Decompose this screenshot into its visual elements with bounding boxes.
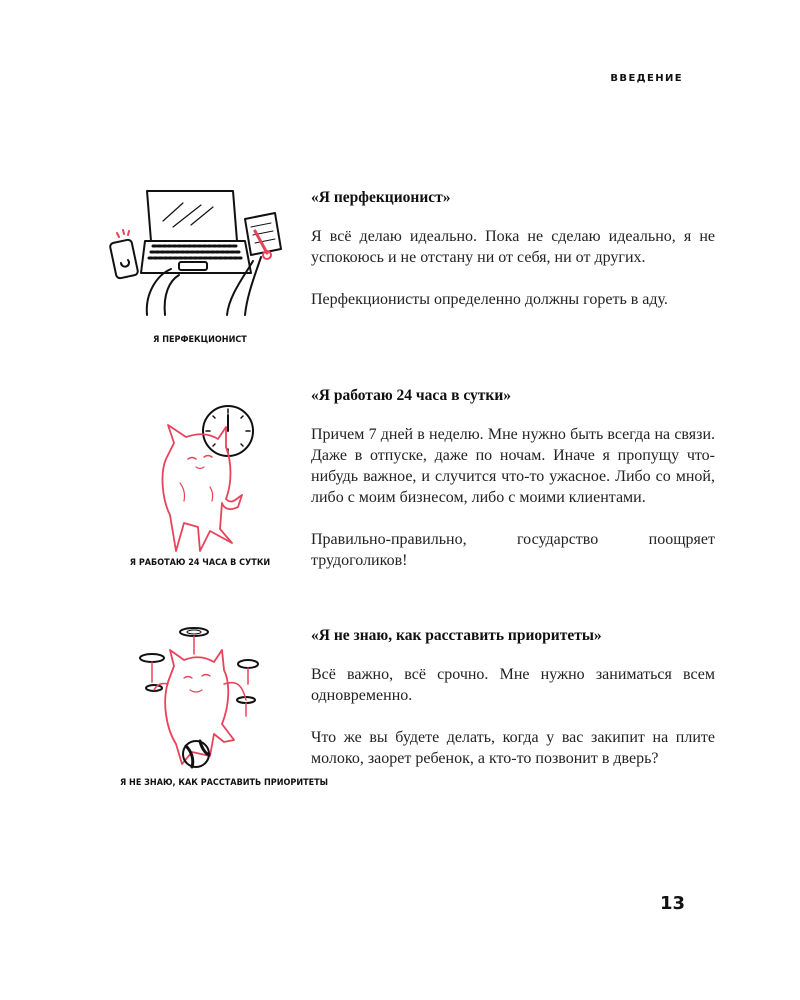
section-perfectionist (311, 189, 715, 331)
cat-spinning-plates-icon (132, 624, 272, 774)
page-number: 13 (660, 893, 686, 914)
paragraph: Всё важно, всё срочно. Мне нужно заниматься всем одновременно. (311, 666, 715, 704)
section-work-24-hours (311, 387, 715, 592)
section-heading: «Я не знаю, как расставить приоритеты» (311, 627, 602, 644)
paragraph: Причем 7 дней в неделю. Мне нужно быть всегда на связи. Даже в отпуске, даже по ночам. Иначе я пропущу что-нибудь важное, и случится что-то ужасное. Либо со мной, либо с моим бизнесом, либо с моими клиентами. (311, 426, 715, 506)
running-header: ВВЕДЕНИЕ (610, 73, 683, 84)
paragraph: Перфекционисты определенно должны гореть в аду. (311, 291, 668, 308)
illustration-caption: Я РАБОТАЮ 24 ЧАСА В СУТКИ (129, 558, 271, 568)
illustration-caption: Я НЕ ЗНАЮ, КАК РАССТАВИТЬ ПРИОРИТЕТЫ (120, 778, 329, 788)
paragraph: Я всё делаю идеально. Пока не сделаю идеально, я не успокоюсь и не отстану ни от себя, ни от других. (311, 228, 715, 266)
paragraph: Что же вы будете делать, когда у вас закипит на плите молоко, заорет ребенок, а кто-то позвонит в дверь? (311, 729, 715, 767)
section-heading: «Я работаю 24 часа в сутки» (311, 387, 512, 404)
illustration-caption: Я ПЕРФЕКЦИОНИСТ (153, 335, 247, 345)
cat-at-laptop-icon (105, 183, 285, 333)
cat-with-clock-icon (140, 403, 260, 553)
section-heading: «Я перфекционист» (311, 189, 451, 206)
paragraph: Правильно-правильно, государство поощряет трудоголиков! (311, 531, 715, 569)
section-priorities (311, 627, 715, 790)
